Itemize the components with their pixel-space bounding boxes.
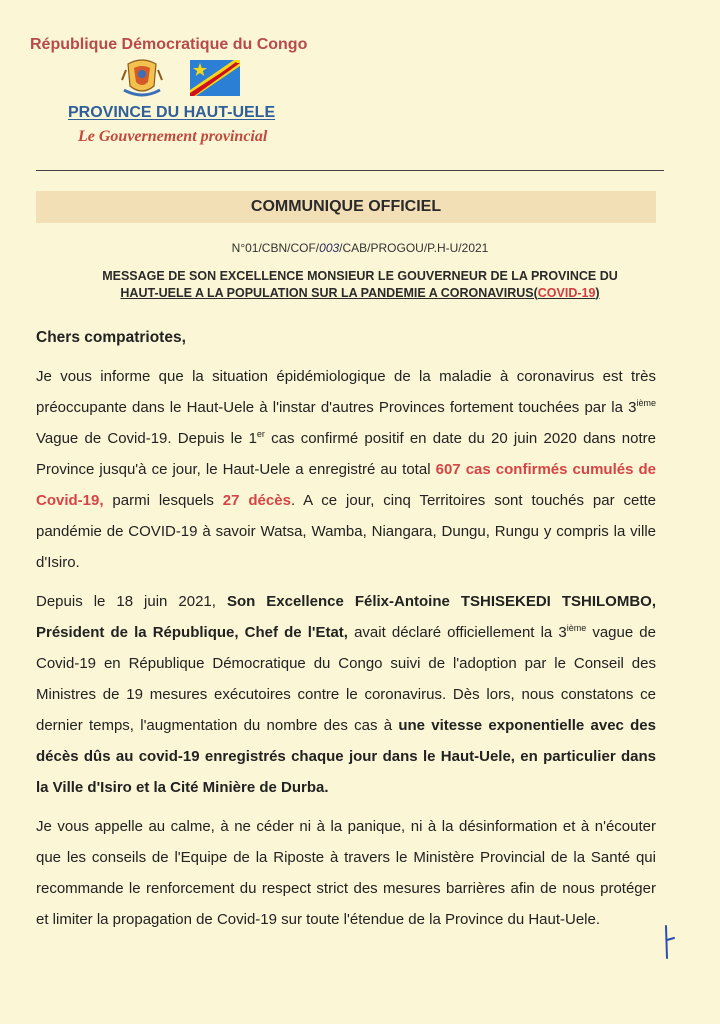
p2-text-2: avait déclaré officiellement la 3	[347, 624, 567, 641]
reference-handwritten-number: 003	[319, 241, 340, 255]
p1-sup-1: ième	[636, 398, 656, 408]
coat-of-arms-icon	[120, 56, 164, 98]
paragraph-3: Je vous appelle au calme, à ne céder ni à la panique, ni à la désinformation et à n'écouter que les conseils de l'Equipe de la Riposte à travers le Ministère Provincial de la Santé qui recommande le renforcement du respect strict des mesures barrières afin de nous protéger et limiter la propagation de Covid-19 sur toute l'étendue de la Province du Haut-Uele.	[36, 818, 656, 928]
title-band	[36, 191, 656, 223]
p2-text-1: Depuis le 18 juin 2021,	[36, 593, 227, 610]
paragraph-2	[36, 586, 656, 803]
paragraph-1	[36, 361, 656, 578]
handwritten-margin-mark	[662, 924, 676, 960]
p2-sup-1: ième	[566, 623, 587, 633]
p1-text-2: Vague de Covid-19. Depuis le 1	[36, 430, 257, 447]
republic-name: République Démocratique du Congo	[30, 36, 308, 53]
emblems	[120, 56, 240, 100]
reference-number	[0, 241, 720, 255]
p1-text-1: Je vous informe que la situation épidémiologique de la maladie à coronavirus est très préoccupante dans le Haut-Uele à l'instar d'autres Provinces fortement touchées par la 3	[36, 368, 656, 416]
reference-prefix: N°01/CBN/COF/	[231, 241, 320, 255]
subject-line-2-end: )	[595, 286, 600, 300]
reference-suffix: /CAB/PROGOU/P.H-U/2021	[339, 241, 489, 255]
confirmed-cases-highlight: 607 cas confirmés cumulés de Covid-19,	[36, 461, 656, 509]
p1-text-5: . A ce jour, cinq Territoires sont touchés par cette pandémie de COVID-19 à savoir Watsa, Wamba, Niangara, Dungu, Rungu y compris la ville d'Isiro.	[36, 492, 657, 571]
document-title: COMMUNIQUE OFFICIEL	[250, 198, 442, 215]
p1-text-4: parmi lesquels	[103, 492, 223, 509]
subject-heading	[40, 268, 680, 302]
p1-sup-2: er	[256, 429, 265, 439]
salutation: Chers compatriotes,	[36, 329, 186, 346]
exponential-spread-bold: une vitesse exponentielle avec des décès dûs au covid-19 enregistrés chaque jour dans le Haut-Uele, en particulier dans la Ville d'Isiro et la Cité Minière de Durba.	[36, 717, 656, 796]
deaths-highlight: 27 décès	[222, 492, 291, 509]
header-divider	[36, 170, 664, 171]
subject-line-2	[40, 285, 680, 302]
message-body	[36, 322, 656, 943]
p1-text-3: cas confirmé positif en date du 20 juin 2020 dans notre Province jusqu'à ce jour, le Haut-Uele a enregistré au total	[36, 430, 656, 478]
subject-covid-highlight: COVID-19	[537, 286, 596, 300]
government-signature-line: Le Gouvernement provincial	[78, 128, 268, 145]
subject-line-1: MESSAGE DE SON EXCELLENCE MONSIEUR LE GOUVERNEUR DE LA PROVINCE DU	[102, 269, 618, 283]
president-name-bold: Son Excellence Félix-Antoine TSHISEKEDI TSHILOMBO, Président de la République, Chef de l'Etat,	[36, 593, 656, 641]
province-name: PROVINCE DU HAUT-UELE	[68, 104, 276, 121]
subject-line-2-main: HAUT-UELE A LA POPULATION SUR LA PANDEMIE A CORONAVIRUS(	[120, 286, 538, 300]
drc-flag-icon	[190, 60, 240, 96]
p2-text-3: vague de Covid-19 en République Démocratique du Congo suivi de l'adoption par le Conseil des Ministres de 19 mesures exécutoires contre le coronavirus. Dès lors, nous constatons ce dernier temps, l'augmentation du nombre des cas à	[36, 624, 656, 734]
